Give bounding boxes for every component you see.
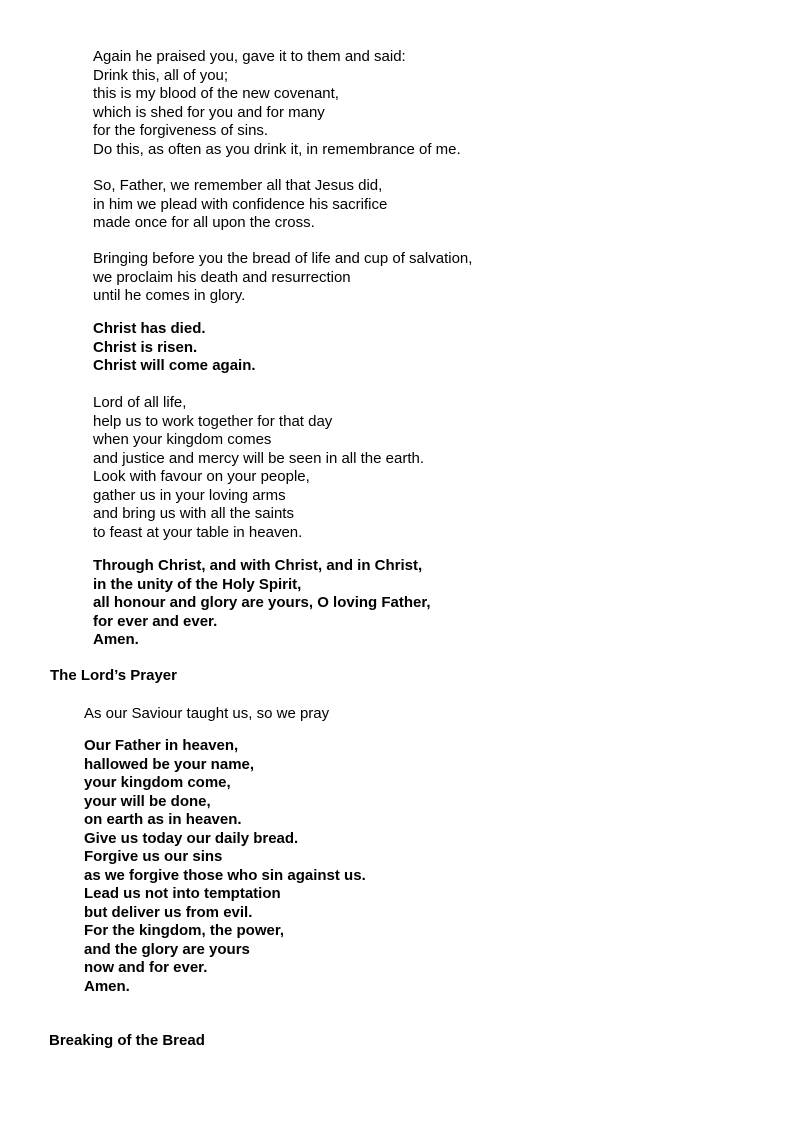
response-line: all honour and glory are yours, O loving Father, — [93, 594, 431, 611]
response-line: Christ is risen. — [93, 338, 198, 356]
response-line: Through Christ, and with Christ, and in Christ, — [93, 557, 423, 574]
prayer-line: hallowed be your name, — [84, 755, 255, 773]
prayer-line: Our Father in heaven, — [84, 737, 239, 754]
cup-words-paragraph — [93, 48, 461, 159]
text-line: As our Saviour taught us, so we pray — [84, 705, 330, 722]
text-line: Do this, as often as you drink it, in remembrance of me. — [93, 140, 461, 158]
text-line: So, Father, we remember all that Jesus did, — [93, 177, 383, 194]
response-line: Christ will come again. — [93, 357, 256, 374]
text-line: in him we plead with confidence his sacrifice — [93, 195, 388, 213]
text-line: gather us in your loving arms — [93, 486, 286, 504]
prayer-line: For the kingdom, the power, — [84, 922, 285, 939]
prayer-line: your kingdom come, — [84, 774, 231, 791]
doxology-response — [93, 557, 431, 650]
lords-prayer-intro — [84, 705, 329, 724]
text-line: we proclaim his death and resurrection — [93, 268, 351, 286]
prayer-line: your will be done, — [84, 792, 211, 810]
text-line: this is my blood of the new covenant, — [93, 85, 339, 102]
text-line: Drink this, all of you; — [93, 66, 229, 84]
response-line: Amen. — [93, 631, 139, 648]
text-line: until he comes in glory. — [93, 287, 246, 304]
text-line: and justice and mercy will be seen in all the earth. — [93, 449, 425, 467]
text-line: which is shed for you and for many — [93, 103, 325, 121]
text-line: for the forgiveness of sins. — [93, 122, 269, 139]
prayer-line: Forgive us our sins — [84, 848, 223, 865]
prayer-line: on earth as in heaven. — [84, 811, 242, 828]
prayer-line: as we forgive those who sin against us. — [84, 866, 366, 884]
text-line: and bring us with all the saints — [93, 505, 294, 522]
text-line: when your kingdom comes — [93, 431, 272, 448]
acclamation-response — [93, 320, 256, 376]
section-heading-breaking-of-bread: Breaking of the Bread — [49, 1032, 205, 1049]
prayer-line: now and for ever. — [84, 959, 208, 976]
text-line: Look with favour on your people, — [93, 468, 310, 485]
text-line: to feast at your table in heaven. — [93, 523, 303, 541]
section-heading-lords-prayer: The Lord’s Prayer — [50, 667, 177, 684]
remembrance-paragraph — [93, 177, 387, 233]
proclamation-paragraph — [93, 250, 472, 306]
text-line: Bringing before you the bread of life and cup of salvation, — [93, 250, 473, 267]
text-line: help us to work together for that day — [93, 412, 333, 430]
prayer-line: Lead us not into temptation — [84, 885, 281, 902]
lords-prayer-text — [84, 737, 366, 996]
prayer-line: but deliver us from evil. — [84, 903, 253, 921]
text-line: Again he praised you, gave it to them and said: — [93, 48, 406, 65]
prayer-line: and the glory are yours — [84, 940, 250, 958]
prayer-line: Give us today our daily bread. — [84, 829, 299, 847]
text-line: made once for all upon the cross. — [93, 214, 315, 231]
response-line: for ever and ever. — [93, 612, 218, 630]
response-line: in the unity of the Holy Spirit, — [93, 575, 302, 593]
text-line: Lord of all life, — [93, 394, 187, 411]
response-line: Christ has died. — [93, 320, 206, 337]
prayer-line: Amen. — [84, 977, 130, 995]
petition-paragraph — [93, 394, 424, 542]
